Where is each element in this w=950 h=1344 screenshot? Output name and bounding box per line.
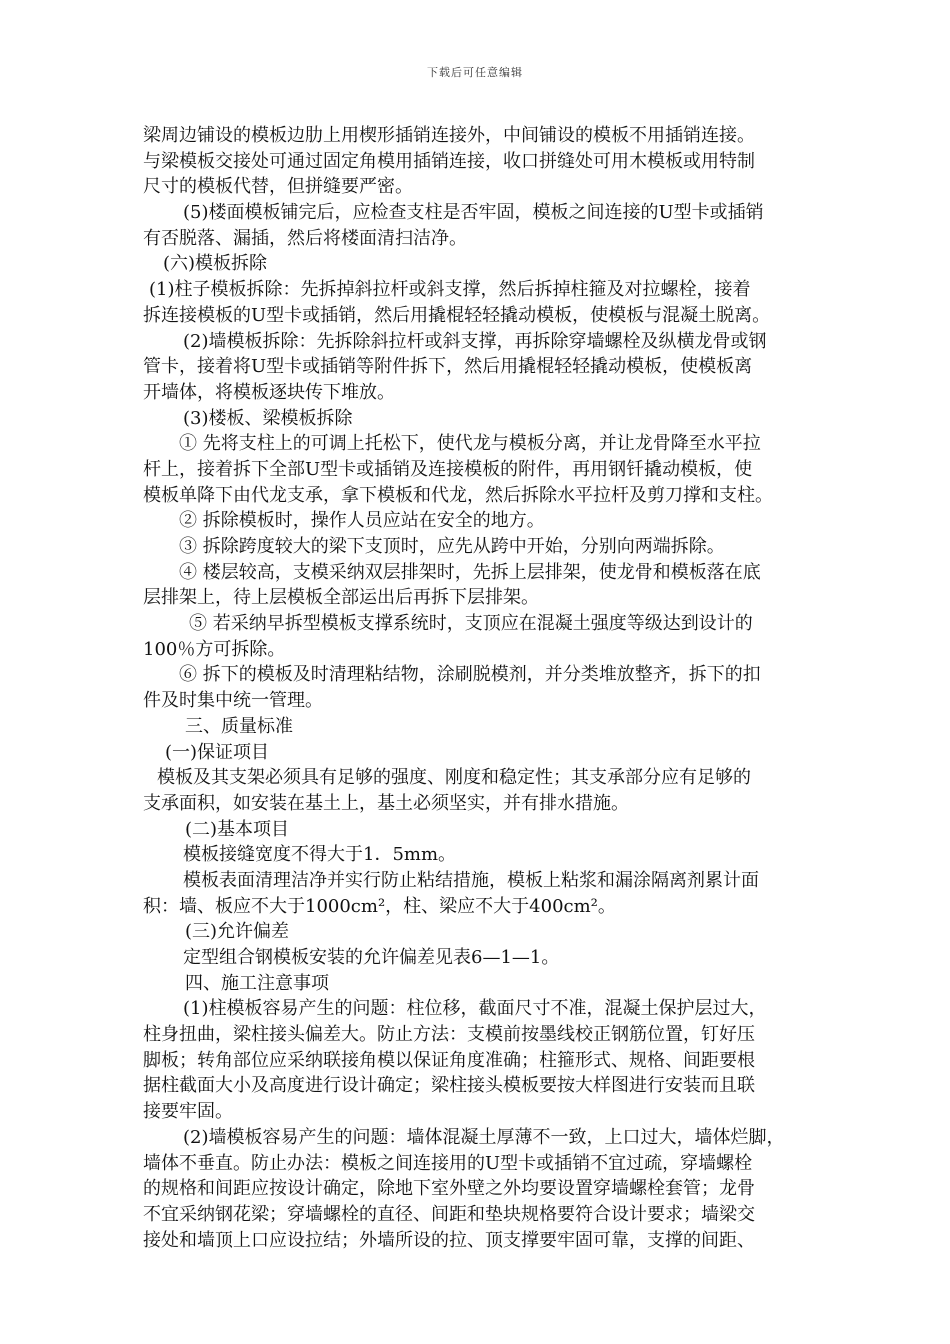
text-line: (2)墙模板拆除：先拆除斜拉杆或斜支撑，再拆除穿墙螺栓及纵横龙骨或钢 [183,330,767,352]
text-line: 管卡，接着将U型卡或插销等附件拆下，然后用撬棍轻轻撬动模板，使模板离 [143,356,753,378]
document-body [143,123,815,1253]
page-header: 下载后可任意编辑 [427,66,523,79]
text-line: (5)楼面模板铺完后，应检查支柱是否牢固，模板之间连接的U型卡或插销 [183,202,764,224]
text-line: 件及时集中统一管理。 [143,690,323,712]
text-line: ③ 拆除跨度较大的梁下支顶时，应先从跨中开始，分别向两端拆除。 [179,536,725,557]
text-line: ② 拆除模板时，操作人员应站在安全的地方。 [179,510,545,532]
text-line: 模板单降下由代龙支承，拿下模板和代龙，然后拆除水平拉杆及剪刀撑和支柱。 [143,484,773,506]
text-line: 三、质量标准 [185,715,293,737]
text-line: 拆连接模板的U型卡或插销，然后用撬棍轻轻撬动模板，使模板与混凝土脱离。 [143,304,771,326]
text-line: ⑥ 拆下的模板及时清理粘结物，涂刷脱模剂，并分类堆放整齐，拆下的扣 [179,664,761,686]
text-line: 积：墙、板应不大于1000cm²，柱、梁应不大于400cm²。 [143,895,616,917]
text-line: 杆上，接着拆下全部U型卡或插销及连接模板的附件，再用钢钎撬动模板，使 [143,458,753,480]
text-line: 开墙体，将模板逐块传下堆放。 [143,381,395,403]
text-line: 柱身扭曲，梁柱接头偏差大。防止方法：支模前按墨线校正钢筋位置，钉好压 [143,1024,755,1046]
text-line: (1)柱子模板拆除：先拆掉斜拉杆或斜支撑，然后拆掉柱箍及对拉螺栓，接着 [149,279,751,301]
text-line: (二)基本项目 [185,818,290,840]
text-line: (3)楼板、梁模板拆除 [183,407,353,429]
text-line: 定型组合钢模板安装的允许偏差见表6—1—1。 [183,947,560,968]
text-line: 墙体不垂直。防止办法：模板之间连接用的U型卡或插销不宜过疏，穿墙螺栓 [143,1152,753,1174]
text-line: (2)墙模板容易产生的问题：墙体混凝土厚薄不一致，上口过大，墙体烂脚， [183,1126,785,1148]
text-line: (三)允许偏差 [185,921,290,943]
text-line: 模板接缝宽度不得大于1．5mm。 [183,844,457,866]
text-line: (1)柱模板容易产生的问题：柱位移，截面尺寸不准，混凝土保护层过大， [183,998,767,1020]
text-line: 层排架上，待上层模板全部运出后再拆下层排架。 [143,587,539,609]
text-line: 接要牢固。 [143,1101,233,1123]
text-line: 尺寸的模板代替，但拼缝要严密。 [143,176,413,198]
text-line: (六)模板拆除 [163,253,268,275]
text-line: (一)保证项目 [165,741,270,763]
text-line: 脚板；转角部位应采纳联接角模以保证角度准确；柱箍形式、规格、间距要根 [143,1049,755,1071]
text-line: ⑤ 若采纳早拆型模板支撑系统时，支顶应在混凝土强度等级达到设计的 [189,613,753,635]
text-line: 模板表面清理洁净并实行防止粘结措施，模板上粘浆和漏涂隔离剂累计面 [183,869,759,891]
text-line: 的规格和间距应按设计确定，除地下室外壁之外均要设置穿墙螺栓套管；龙骨 [143,1178,755,1200]
text-line: 据柱截面大小及高度进行设计确定；梁柱接头模板要按大样图进行安装而且联 [143,1075,755,1097]
text-line: 梁周边铺设的模板边肋上用楔形插销连接外，中间铺设的模板不用插销连接。 [143,125,755,146]
text-line: 四、施工注意事项 [185,972,329,994]
text-line: 模板及其支架必须具有足够的强度、刚度和稳定性；其支承部分应有足够的 [157,767,751,789]
text-line: 有否脱落、漏插，然后将楼面清扫洁净。 [143,227,467,249]
text-line: 支承面积，如安装在基土上，基土必须坚实，并有排水措施。 [143,792,629,814]
text-line: 接处和墙顶上口应设拉结；外墙所设的拉、顶支撑要牢固可靠，支撑的间距、 [143,1229,755,1251]
text-line: 100％方可拆除。 [143,638,286,660]
text-line: 不宜采纳钢花梁；穿墙螺栓的直径、间距和垫块规格要符合设计要求；墙梁交 [143,1203,755,1225]
text-line: 与梁模板交接处可通过固定角模用插销连接，收口拼缝处可用木模板或用特制 [143,150,755,172]
text-line: ④ 楼层较高，支模采纳双层排架时，先拆上层排架，使龙骨和模板落在底 [179,561,761,583]
text-line: ① 先将支柱上的可调上托松下，使代龙与模板分离，并让龙骨降至水平拉 [179,433,761,455]
